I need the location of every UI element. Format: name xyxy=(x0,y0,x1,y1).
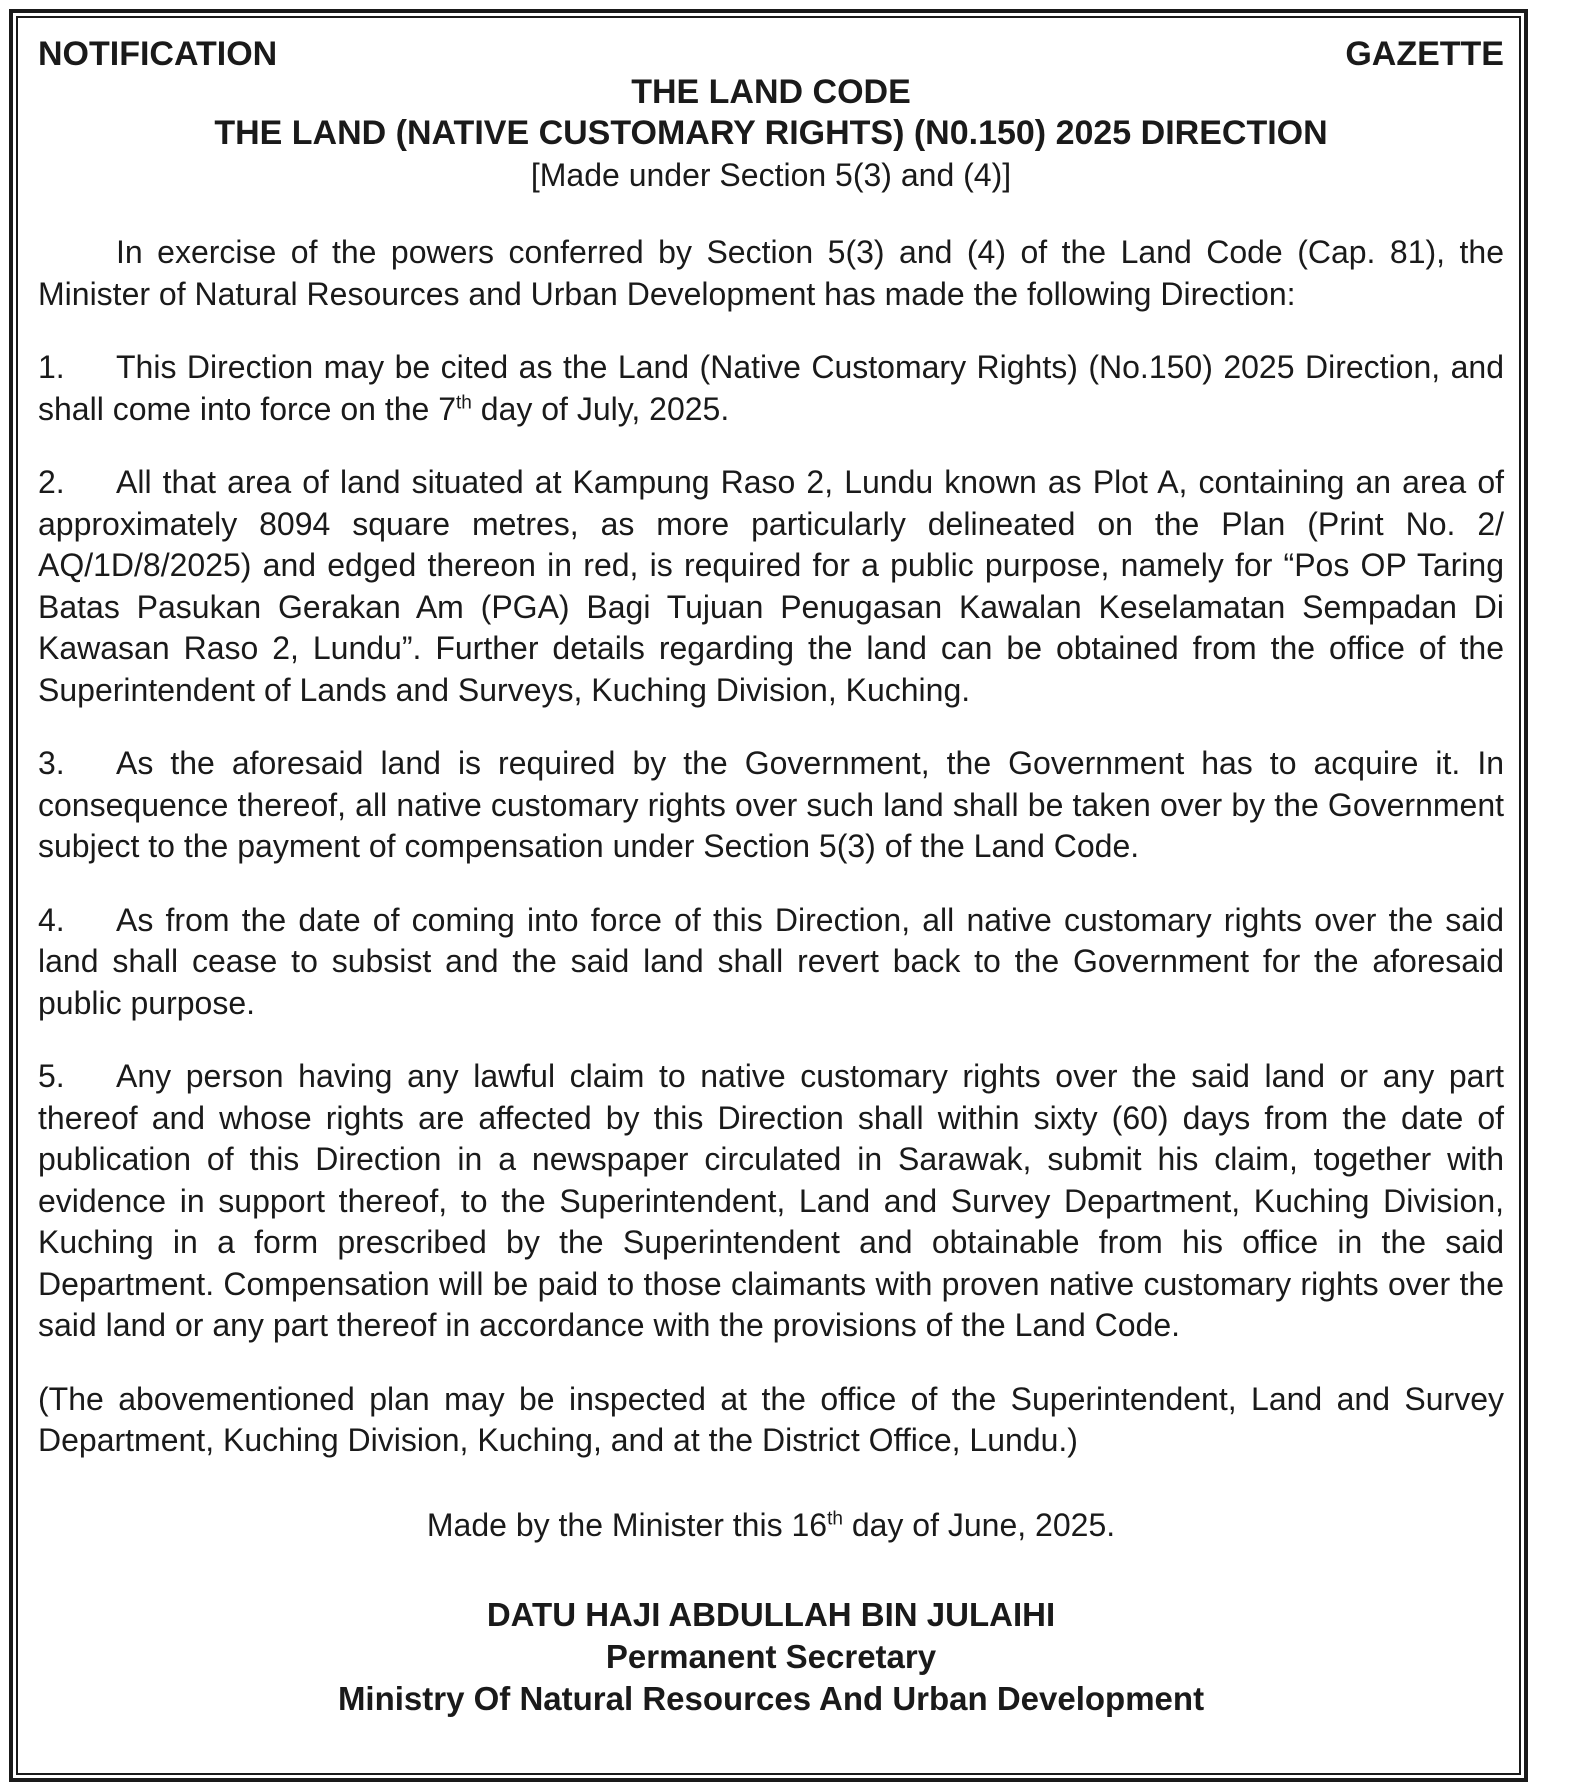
paragraph-text: This Direction may be cited as the Land (Native Customary Rights) (No.150) 2025 Direction, and shall come into force on the 7 xyxy=(38,349,1504,427)
paragraph-number: 3. xyxy=(38,745,65,781)
paragraph-number: 2. xyxy=(38,464,65,500)
ordinal-suffix: th xyxy=(456,391,472,413)
act-title: THE LAND CODE xyxy=(631,73,911,111)
paragraph-5 xyxy=(38,1056,1504,1347)
signatory-name: DATU HAJI ABDULLAH BIN JULAIHI xyxy=(486,1595,1056,1633)
header-line xyxy=(38,32,1504,76)
paragraph-text: day of July, 2025. xyxy=(471,390,730,427)
direction-title: THE LAND (NATIVE CUSTOMARY RIGHTS) (N0.150) 2025 DIRECTION xyxy=(214,114,1328,152)
ordinal-suffix: th xyxy=(827,1507,843,1529)
paragraph-text: Any person having any lawful claim to native customary rights over the said land or any part thereof and whose rights are affected by this Direction shall within sixty (60) days from the date of publication of this Direction in a newspaper circulated in Sarawak, submit his claim, together with evidence in support thereof, to the Superintendent, Land and Survey Department, Kuching Division, Kuching in a form prescribed by the Superintendent and obtainable from his office in the said Department. Compensation will be paid to those claimants with proven native customary rights over the said land or any part thereof in accordance with the provisions of the Land Code. xyxy=(38,1058,1504,1343)
paragraph-4 xyxy=(38,900,1504,1025)
made-by-text: day of June, 2025. xyxy=(842,1506,1116,1543)
paragraph-text: As the aforesaid land is required by the Government, the Government has to acquire it. In consequence thereof, all native customary rights over such land shall be taken over by the Government subject to the payment of compensation under Section 5(3) of the Land Code. xyxy=(38,745,1504,864)
made-by-line xyxy=(38,1504,1504,1546)
signatory-position: Permanent Secretary xyxy=(605,1637,937,1675)
signatory-ministry: Ministry Of Natural Resources And Urban Development xyxy=(337,1679,1205,1717)
paragraph-2 xyxy=(38,462,1504,711)
paragraph-number: 1. xyxy=(38,349,65,385)
paragraph-text: All that area of land situated at Kampung Raso 2, Lundu known as Plot A, containing an area of approximately 8094 square metres, as more particularly delineated on the Plan (Print No. 2/ AQ/1D/8/2025) and edged thereon in red, is required for a public purpose, namely for “Pos OP Taring Batas Pasukan Gerakan Am (PGA) Bagi Tujuan Penugasan Kawalan Keselamatan Sempadan Di Kawasan Raso 2, Lundu”. Further details regarding the land can be obtained from the office of the Superintendent of Lands and Surveys, Kuching Division, Kuching. xyxy=(38,464,1504,708)
intro-paragraph: In exercise of the powers conferred by Section 5(3) and (4) of the Land Code (Cap. 81), the Minister of Natural Resources and Urban Development has made the following Direction: xyxy=(38,234,1504,312)
paragraph-number: 4. xyxy=(38,901,65,938)
inspection-note: (The abovementioned plan may be inspected at the office of the Superintendent, Land and Survey Department, Kuching Division, Kuching, and at the District Office, Lundu.) xyxy=(38,1380,1504,1458)
gazette-label: GAZETTE xyxy=(1345,35,1504,73)
notification-label: NOTIFICATION xyxy=(38,35,278,73)
paragraph-1 xyxy=(38,347,1504,430)
authority-subtitle: [Made under Section 5(3) and (4)] xyxy=(530,157,1012,193)
paragraph-3 xyxy=(38,743,1504,868)
signature-block xyxy=(38,1594,1504,1720)
notice-content xyxy=(38,32,1504,1720)
paragraph-text: As from the date of coming into force of this Direction, all native customary rights over the said land shall cease to subsist and the said land shall revert back to the Government for the aforesaid public purpose. xyxy=(38,901,1504,1021)
paragraph-number: 5. xyxy=(38,1058,65,1094)
made-by-text: Made by the Minister this 16 xyxy=(426,1506,828,1543)
